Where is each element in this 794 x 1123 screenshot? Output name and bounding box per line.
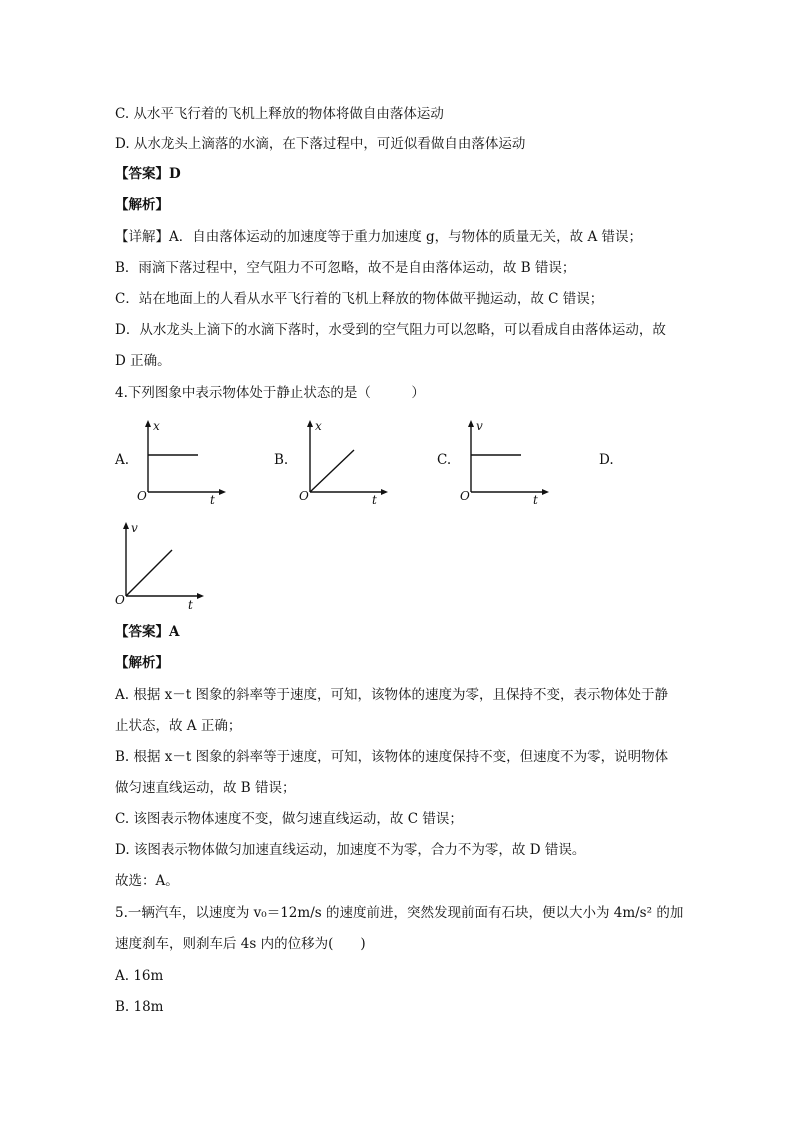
q3-detail-line: C．站在地面上的人看从水平飞行着的飞机上释放的物体做平抛运动，故 C 错误； — [115, 291, 604, 307]
q5-option-b: B. 18m — [115, 999, 164, 1015]
q4-detail-line: C. 该图表示物体速度不变，做匀速直线运动，故 C 错误； — [115, 811, 463, 827]
q4-graph-a — [136, 418, 226, 504]
q4-graph-d — [114, 520, 204, 610]
q4-graph-b — [298, 418, 388, 504]
q5-option-a: A. 16m — [115, 968, 164, 984]
graph-y-label: v — [131, 521, 138, 535]
q4-option-label: A. — [115, 452, 130, 468]
q4-stem: 4.下列图象中表示物体处于静止状态的是（ ） — [115, 385, 425, 401]
q4-detail-line: A. 根据 x－t 图象的斜率等于速度，可知，该物体的速度为零，且保持不变，表示物体处于静 — [115, 687, 668, 703]
q4-analysis-title: 【解析】 — [115, 655, 169, 671]
q4-detail-line: B. 根据 x－t 图象的斜率等于速度，可知，该物体的速度保持不变，但速度不为零，说明物体 — [115, 749, 669, 765]
q4-detail-line: 做匀速直线运动，故 B 错误； — [115, 780, 296, 796]
q3-analysis-title: 【解析】 — [115, 197, 169, 213]
q4-answer: 【答案】A — [115, 624, 180, 640]
q4-detail-line: D. 该图表示物体做匀加速直线运动，加速度不为零，合力不为零，故 D 错误。 — [115, 842, 586, 858]
q3-detail-line: 【详解】A．自由落体运动的加速度等于重力加速度 g，与物体的质量无关，故 A 错误； — [115, 229, 643, 245]
q3-detail-line: B．雨滴下落过程中，空气阻力不可忽略，故不是自由落体运动，故 B 错误； — [115, 260, 576, 276]
graph-origin-label: O — [460, 489, 470, 503]
graph-x-label: t — [533, 493, 538, 504]
q5-stem-line: 5.一辆汽车，以速度为 v₀＝12m/s 的速度前进，突然发现前面有石块，便以大小为 4m/s² 的加 — [115, 905, 684, 921]
q4-detail-line: 止状态，故 A 正确； — [115, 718, 242, 734]
q4-option-label: B. — [274, 452, 289, 468]
graph-x-label: t — [372, 493, 377, 504]
q3-option-d: D. 从水龙头上滴落的水滴，在下落过程中，可近似看做自由落体运动 — [115, 136, 526, 152]
q3-answer: 【答案】D — [115, 166, 181, 182]
q4-graph-c — [459, 418, 549, 504]
graph-x-label: t — [188, 598, 193, 610]
q5-stem-line: 速度刹车，则刹车后 4s 内的位移为( ) — [115, 936, 366, 952]
graph-y-label: x — [315, 419, 322, 433]
q4-option-label: C. — [437, 452, 452, 468]
q4-option-label: D. — [599, 452, 614, 468]
graph-origin-label: O — [115, 593, 125, 607]
graph-y-label: x — [153, 419, 160, 433]
graph-origin-label: O — [299, 489, 309, 503]
graph-x-label: t — [210, 493, 215, 504]
graph-y-label: v — [476, 419, 483, 433]
q4-conclusion: 故选：A。 — [115, 873, 179, 889]
q3-detail-line: D．从水龙头上滴下的水滴下落时，水受到的空气阻力可以忽略，可以看成自由落体运动，故 — [115, 322, 666, 338]
q3-detail-line: D 正确。 — [115, 353, 171, 369]
q3-option-c: C. 从水平飞行着的飞机上释放的物体将做自由落体运动 — [115, 106, 444, 122]
graph-origin-label: O — [137, 489, 147, 503]
